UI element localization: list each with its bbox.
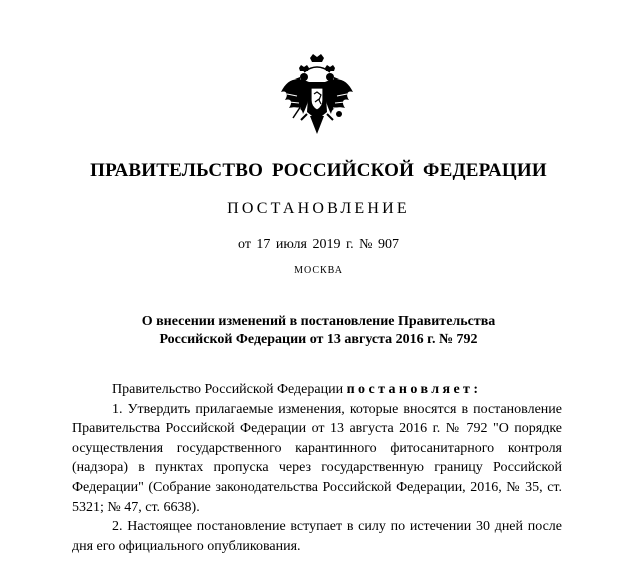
subject-line-1: О внесении изменений в постановление Правительства [141, 314, 496, 329]
document-type: ПОСТАНОВЛЕНИЕ [227, 200, 410, 217]
issuer-title: ПРАВИТЕЛЬСТВО РОССИЙСКОЙ ФЕДЕРАЦИИ [90, 160, 547, 181]
document-body [72, 380, 562, 556]
preamble-decree-word: постановляет: [346, 382, 482, 397]
subject-line-2: Российской Федерации от 13 августа 2016 г. № 792 [159, 332, 478, 347]
preamble [72, 380, 562, 400]
preamble-subject: Правительство Российской Федерации [112, 382, 347, 397]
document-subject [0, 313, 637, 349]
document-place: МОСКВА [294, 265, 343, 276]
document-date-number: от 17 июля 2019 г. № 907 [238, 237, 399, 252]
item-1: 1. Утвердить прилагаемые изменения, которые вносятся в постановление Правительства Российской Федерации от 13 августа 2016 г. № 792 "О порядке осуществления государственного карантинного фитосанитарного контроля (надзора) в пунктах пропуска через государственную границу Российской Федерации" (Собрание законодательства Российской Федерации, 2016, № 35, ст. 5321; № 47, ст. 6638). [72, 401, 562, 515]
coat-of-arms-emblem [277, 52, 357, 142]
item-2: 2. Настоящее постановление вступает в силу по истечении 30 дней после дня его официального опубликования. [72, 519, 562, 554]
